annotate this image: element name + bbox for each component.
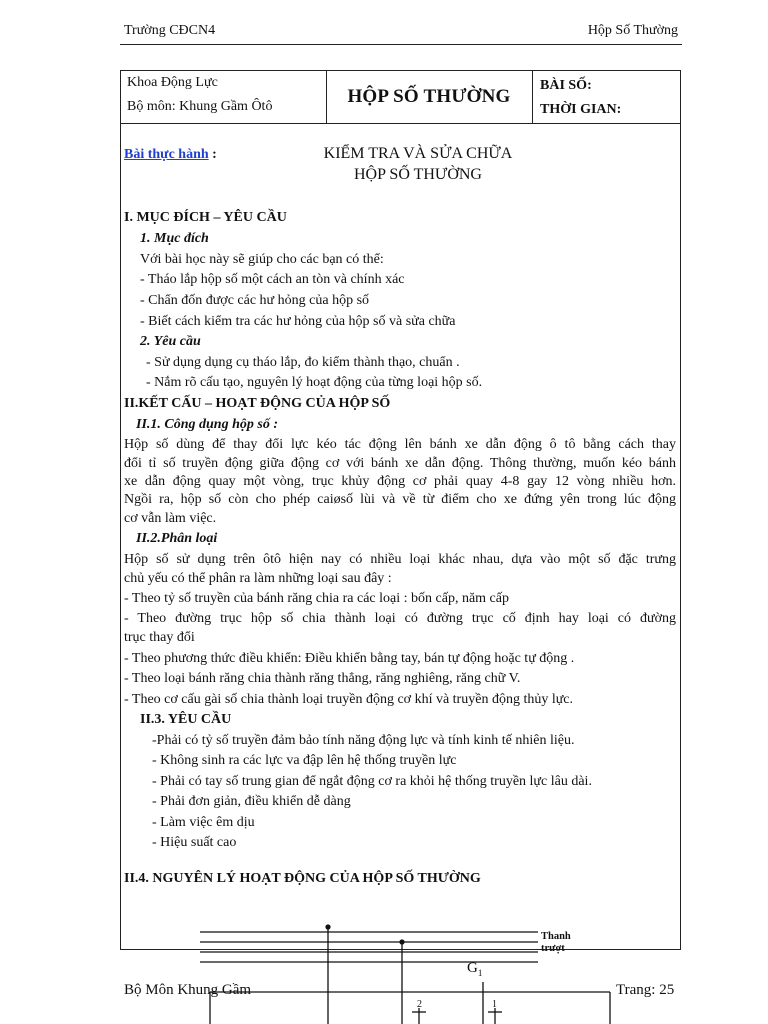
practice-colon: : — [212, 147, 217, 162]
practice-title-line-2: HỘP SỐ THƯỜNG — [354, 166, 482, 183]
subheading-requirements: 2. Yêu cầu — [140, 334, 201, 349]
bullet-line: - Phải có tay số trung gian để ngắt động cơ ra khỏi hệ thống truyền lực lâu dài. — [152, 774, 592, 789]
paragraph-line: chủ yếu có thể phân ra làm những loại sau đây : — [124, 571, 392, 586]
gear-g1-label — [467, 960, 482, 978]
subheading-requirements-2: II.3. YÊU CẦU — [140, 712, 232, 727]
paragraph-line: cơ vẫn làm việc. — [124, 511, 217, 526]
bullet-line: - Theo cơ cấu gài số chia thành loại truyền động cơ khí và truyền động thủy lực. — [124, 692, 574, 707]
practice-title-line-1: KIỂM TRA VÀ SỬA CHỮA — [323, 145, 513, 162]
bullet-line: - Tháo lắp hộp số một cách an tòn và chính xác — [140, 272, 405, 287]
paragraph-line: Hộp số sử dụng trên ôtô hiện nay có nhiều loại khác nhau, dựa vào một số đặc trưng — [124, 552, 676, 567]
bullet-line: - Nắm rõ cấu tạo, nguyên lý hoạt động của từng loại hộp số. — [146, 375, 483, 390]
paragraph-line: xe dẫn động quay một vòng, trục khủy động cơ phải quay 4-8 gay 12 vòng nhiều hơn. — [124, 474, 676, 489]
doc-title: HỘP SỐ THƯỜNG — [347, 86, 511, 107]
bullet-line: - Sử dụng dụng cụ tháo lắp, đo kiểm thành thạo, chuẩn . — [146, 355, 460, 370]
paragraph-line: Ngồi ra, hộp số còn cho phép caiøsố lùi và về từ điểm cho xe đứng yên trong lúc động — [124, 492, 676, 507]
bullet-line: - Biết cách kiểm tra các hư hỏng của hộp số và sửa chữa — [140, 314, 456, 329]
bullet-line: - Làm việc êm dịu — [152, 815, 255, 830]
bullet-line: - Theo loại bánh răng chia thành răng thẳng, răng nghiêng, răng chữ V. — [124, 671, 521, 686]
slider-label — [541, 931, 571, 955]
running-header-right: Hộp Số Thường — [587, 23, 678, 38]
footer-left: Bộ Môn Khung Gầm — [124, 982, 252, 998]
bullet-line: -Phải có tỷ số truyền đảm bảo tính năng động lực và tính kinh tế nhiên liệu. — [152, 733, 575, 748]
section-heading-2: II.KẾT CẤU – HOẠT ĐỘNG CỦA HỘP SỐ — [124, 396, 391, 411]
bullet-line: - Theo tỷ số truyền của bánh răng chia ra các loại : bốn cấp, năm cấp — [124, 591, 509, 606]
subject-name: Bộ môn: Khung Gầm Ôtô — [127, 99, 273, 114]
section-heading-operation: II.4. NGUYÊN LÝ HOẠT ĐỘNG CỦA HỘP SỐ THƯỜNG — [124, 871, 481, 886]
paragraph-line: đổi tỉ số truyền động giữa động cơ với bánh xe dẫn động. Thông thường, muốn kéo bánh — [124, 456, 676, 471]
dept-name: Khoa Động Lực — [127, 75, 218, 90]
slider-label-line-1: Thanh — [541, 931, 571, 942]
gear-label-2: 2 — [417, 999, 422, 1010]
slider-label-line-2: trượt — [541, 943, 565, 954]
gear-label-1: 1 — [492, 999, 497, 1010]
subheading-function: II.1. Công dụng hộp số : — [136, 417, 278, 432]
bullet-line: trục thay đổi — [124, 630, 195, 645]
subheading-purpose: 1. Mục đích — [140, 231, 209, 246]
practice-link[interactable]: Bài thực hành — [124, 147, 209, 162]
bullet-line: - Chẩn đốn được các hư hỏng của hộp số — [140, 293, 370, 308]
subheading-classification: II.2.Phân loại — [136, 531, 218, 546]
gear-g-letter: G — [467, 960, 478, 976]
bullet-line: - Phải đơn giản, điều khiển dễ dàng — [152, 794, 351, 809]
section-heading-1: I. MỤC ĐÍCH – YÊU CẦU — [124, 210, 287, 225]
running-header-left: Trường CĐCN4 — [124, 23, 216, 38]
bullet-line: - Hiệu suất cao — [152, 835, 237, 850]
paragraph-line: Hộp số dùng để thay đổi lực kéo tác động lên bánh xe dẫn động ô tô bằng cách thay — [124, 437, 676, 452]
body-line: Với bài học này sẽ giúp cho các bạn có thể: — [140, 252, 384, 267]
lesson-label: BÀI SỐ: — [540, 78, 592, 93]
time-label: THỜI GIAN: — [540, 102, 622, 117]
bullet-line: - Theo đường trục hộp số chia thành loại có đường trục cố định hay loại có đường — [124, 611, 676, 626]
bullet-line: - Theo phương thức điều khiển: Điều khiển bằng tay, bán tự động hoặc tự động . — [124, 651, 575, 666]
gear-g-subscript: 1 — [477, 968, 483, 978]
page-number: Trang: 25 — [616, 982, 675, 998]
bullet-line: - Không sinh ra các lực va đập lên hệ thống truyền lực — [152, 753, 457, 768]
